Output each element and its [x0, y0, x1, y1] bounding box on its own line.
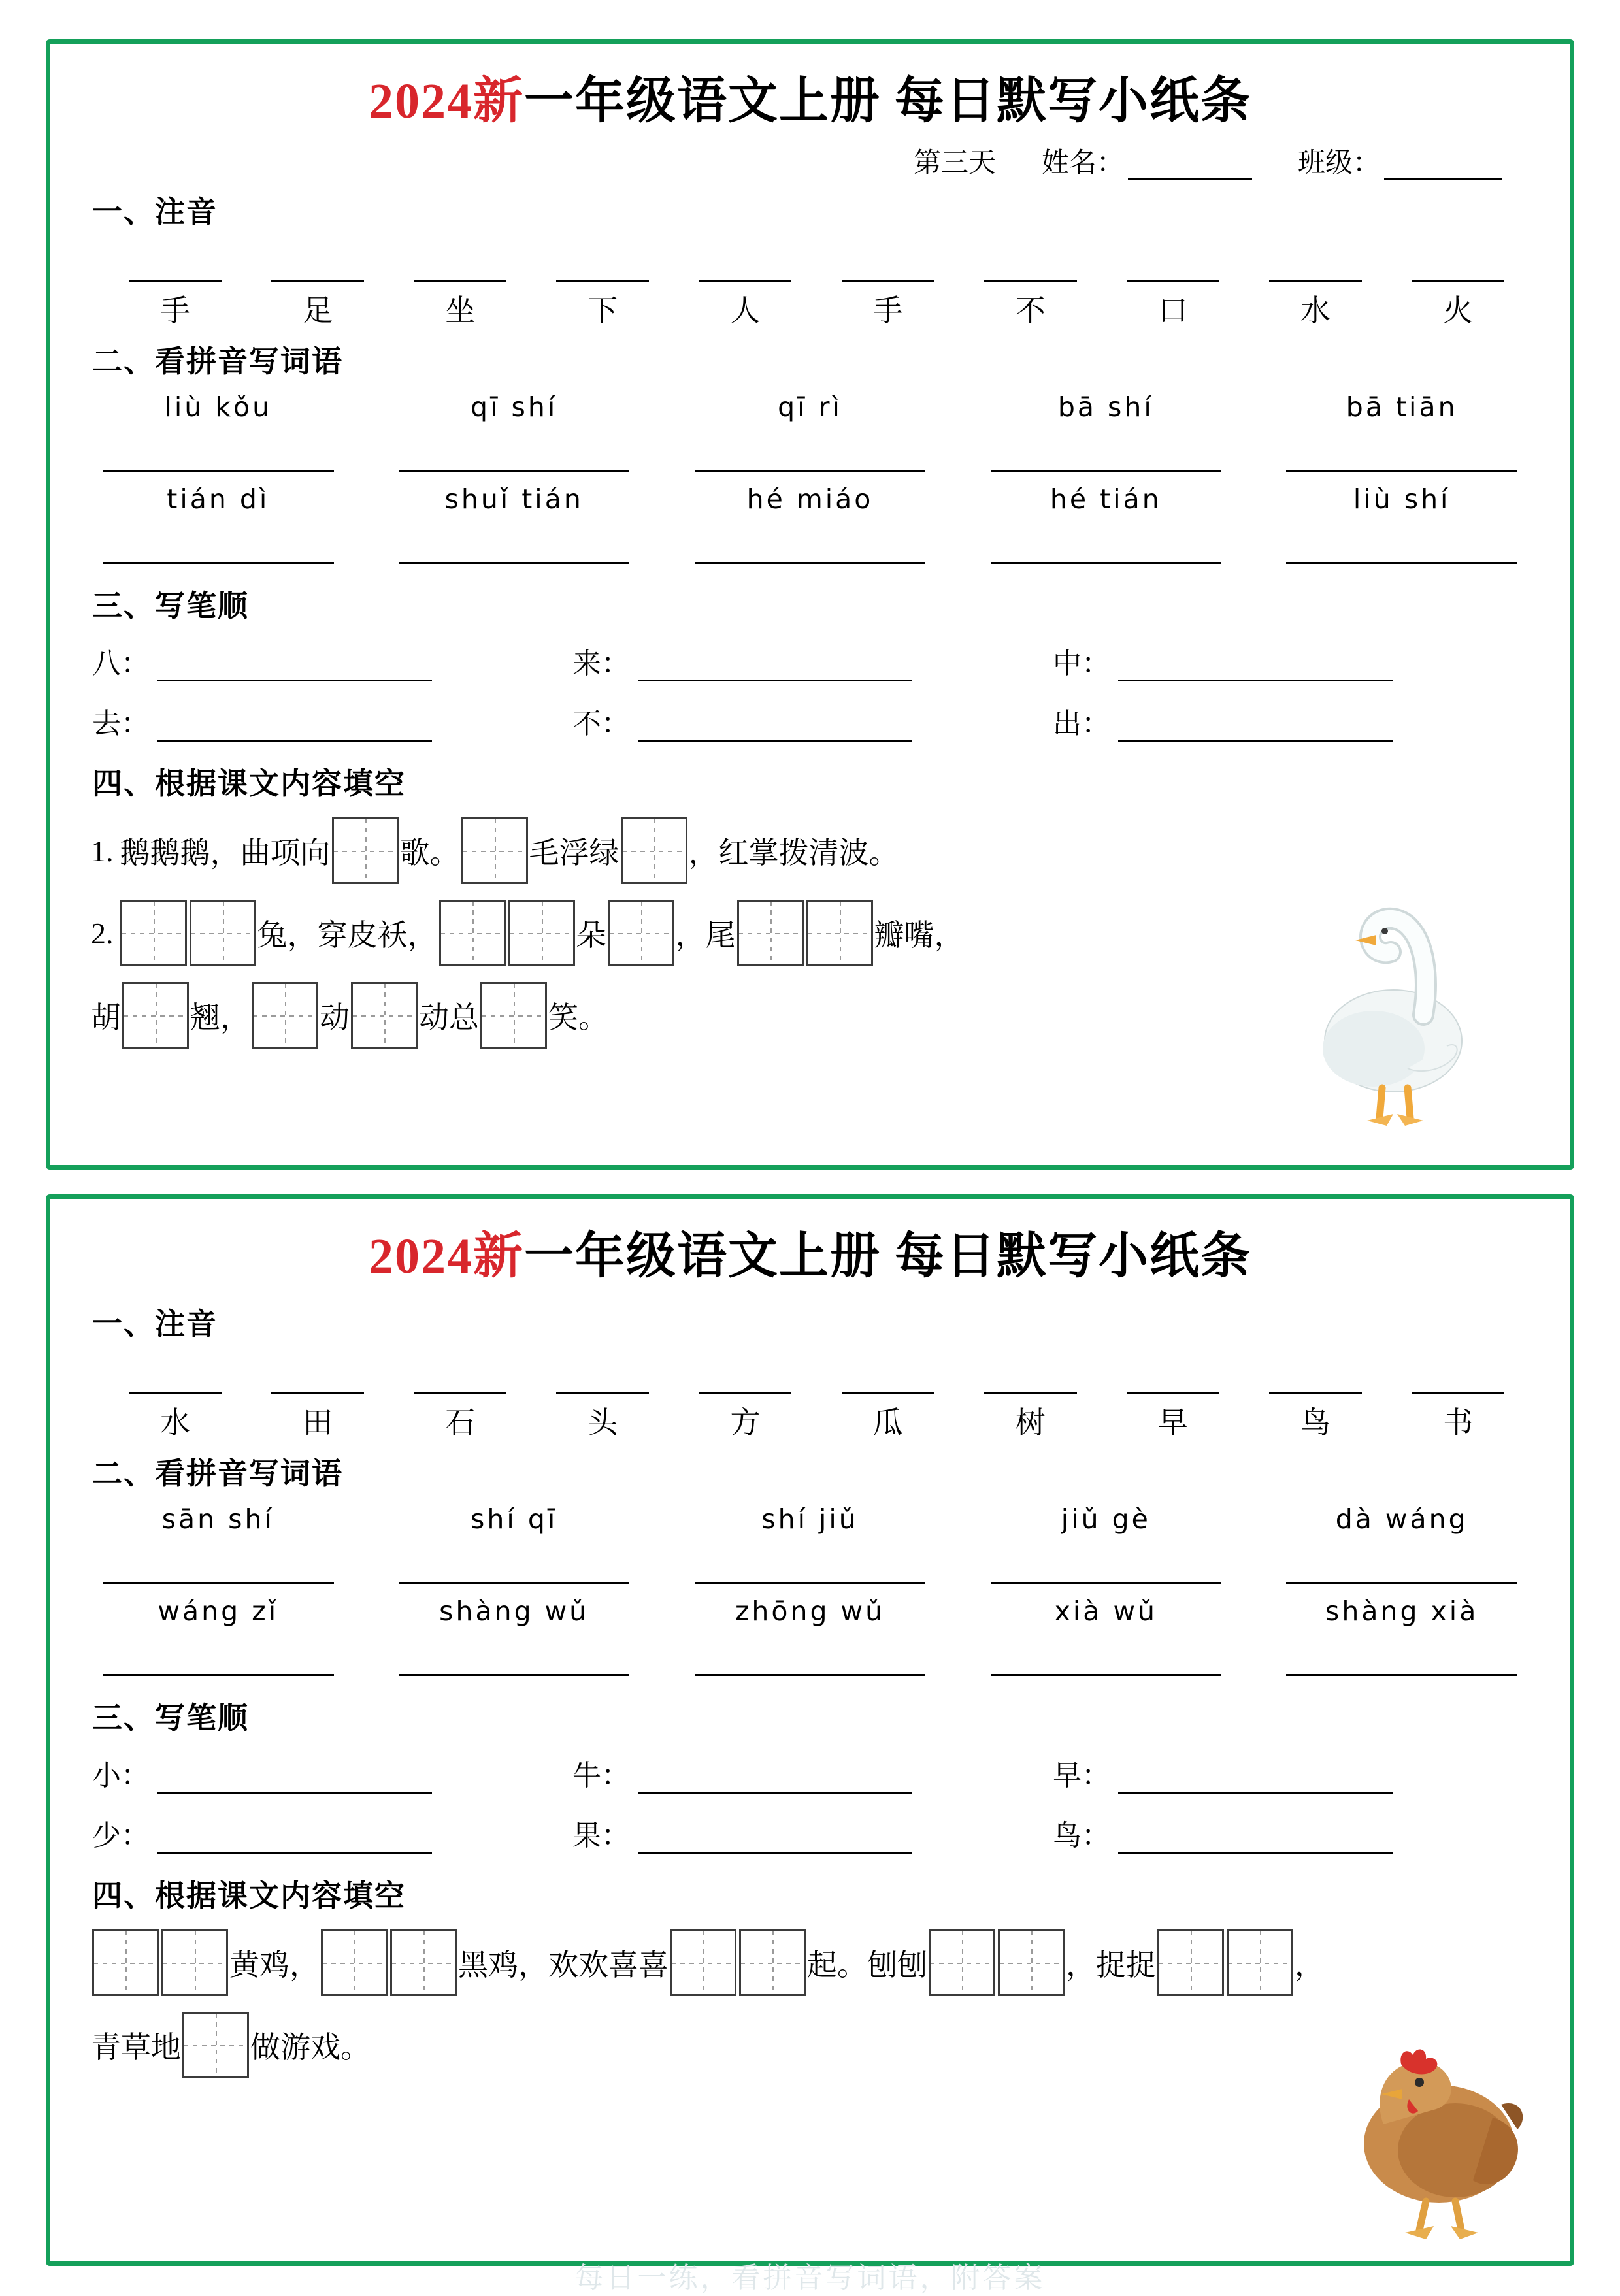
zhuyin-answer-line[interactable] [1269, 251, 1362, 282]
bishun-item[interactable] [92, 700, 572, 742]
pinyin-write-line[interactable] [695, 521, 926, 564]
fill-text: 黑鸡，欢欢喜喜 [458, 1948, 669, 1982]
pinyin-group[interactable] [680, 1503, 940, 1584]
bishun-answer-line[interactable] [638, 655, 912, 681]
fill-text: 鹅鹅鹅，曲项向 [120, 836, 331, 870]
sheet2-fill-block [91, 1927, 1537, 2081]
title-rest: 一年级语文上册 每日默写小纸条 [524, 74, 1251, 129]
zhuyin-char: 早 [1157, 1406, 1188, 1439]
zhuyin-answer-line[interactable] [699, 1363, 791, 1394]
zhuyin-cell[interactable] [1260, 1363, 1371, 1442]
zhuyin-answer-line[interactable] [1127, 1363, 1219, 1394]
tianzige-box[interactable] [929, 1929, 995, 1996]
pinyin-write-line[interactable] [399, 429, 630, 472]
zhuyin-answer-line[interactable] [842, 251, 934, 282]
sheet2-section2-title: 二、看拼音写词语 [92, 1457, 343, 1490]
zhuyin-cell[interactable] [975, 1363, 1086, 1442]
fill-text: 笑。 [548, 1001, 608, 1034]
pinyin-write-line[interactable] [399, 1633, 630, 1676]
title-year: 2024 [369, 1229, 473, 1284]
tianzige-box[interactable] [508, 900, 575, 966]
bishun-item[interactable] [1053, 700, 1533, 742]
zhuyin-char: 石 [445, 1406, 476, 1439]
bishun-answer-line[interactable] [638, 1827, 912, 1854]
zhuyin-answer-line[interactable] [984, 1363, 1077, 1394]
tianzige-box[interactable] [252, 982, 318, 1049]
zhuyin-char: 手 [160, 294, 190, 327]
bishun-char-label: 果： [572, 1820, 630, 1852]
pinyin-text: shàng wǔ [439, 1596, 589, 1627]
zhuyin-char: 树 [1015, 1406, 1046, 1439]
pinyin-group[interactable] [1272, 484, 1532, 564]
zhuyin-char: 水 [1300, 294, 1331, 327]
sheet1-section1-title: 一、注音 [92, 195, 218, 229]
pinyin-group[interactable] [1272, 391, 1532, 472]
zhuyin-char: 手 [872, 294, 903, 327]
zhuyin-cell[interactable] [120, 251, 231, 330]
sheet1-section4-title: 四、根据课文内容填空 [92, 767, 406, 800]
bishun-answer-line[interactable] [638, 1767, 912, 1794]
bishun-answer-line[interactable] [157, 655, 432, 681]
title-rest: 一年级语文上册 每日默写小纸条 [524, 1229, 1251, 1284]
tianzige-box[interactable] [998, 1929, 1065, 1996]
tianzige-box[interactable] [1157, 1929, 1224, 1996]
pinyin-text: bā tiān [1346, 391, 1458, 423]
zhuyin-cell[interactable] [689, 1363, 801, 1442]
zhuyin-cell[interactable] [262, 251, 373, 330]
zhuyin-cell[interactable] [405, 1363, 516, 1442]
pinyin-write-line[interactable] [991, 1633, 1222, 1676]
zhuyin-answer-line[interactable] [842, 1363, 934, 1394]
sheet1-title-row [80, 61, 1540, 132]
pinyin-group[interactable] [384, 1596, 644, 1676]
pinyin-write-line[interactable] [991, 1541, 1222, 1584]
tianzige-box[interactable] [480, 982, 547, 1049]
zhuyin-cell[interactable] [262, 1363, 373, 1442]
pinyin-group[interactable] [976, 1596, 1236, 1676]
title-new: 新 [473, 1229, 524, 1284]
fill-text: 青草地 [91, 2031, 181, 2064]
zhuyin-answer-line[interactable] [556, 251, 649, 282]
tianzige-box[interactable] [161, 1929, 228, 1996]
bishun-line [92, 640, 1533, 681]
tianzige-box[interactable] [739, 1929, 806, 1996]
bishun-item[interactable] [92, 640, 572, 681]
zhuyin-char: 不 [1015, 294, 1046, 327]
pinyin-write-line[interactable] [991, 429, 1222, 472]
pinyin-group[interactable] [680, 484, 940, 564]
pinyin-write-line[interactable] [399, 1541, 630, 1584]
zhuyin-cell[interactable] [833, 1363, 944, 1442]
bishun-item[interactable] [572, 640, 1053, 681]
question-number: 2. [91, 916, 114, 950]
pinyin-group[interactable] [976, 1503, 1236, 1584]
tianzige-box[interactable] [439, 900, 506, 966]
pinyin-write-line[interactable] [991, 521, 1222, 564]
pinyin-text: zhōng wǔ [735, 1596, 885, 1627]
zhuyin-cell[interactable] [547, 251, 658, 330]
bishun-line [92, 700, 1533, 742]
pinyin-row-1 [88, 391, 1532, 472]
pinyin-write-line[interactable] [103, 521, 334, 564]
bishun-line [92, 1812, 1533, 1854]
zhuyin-cell[interactable] [1402, 251, 1513, 330]
pinyin-row-1 [88, 1503, 1532, 1584]
zhuyin-cell[interactable] [120, 1363, 231, 1442]
bishun-char-label: 少： [92, 1820, 150, 1852]
bishun-char-label: 小： [92, 1760, 150, 1792]
zhuyin-cell[interactable] [405, 251, 516, 330]
pinyin-text: shuǐ tián [444, 484, 584, 515]
pinyin-text: sān shí [161, 1503, 274, 1535]
sheet2-zhuyin-row [120, 1363, 1513, 1442]
pinyin-group[interactable] [680, 391, 940, 472]
zhuyin-cell[interactable] [1260, 251, 1371, 330]
goose-icon [1295, 877, 1491, 1139]
zhuyin-answer-line[interactable] [1412, 1363, 1504, 1394]
zhuyin-char: 书 [1442, 1406, 1473, 1439]
sheet1-zhuyin-row [120, 251, 1513, 330]
pinyin-text: liù kǒu [164, 391, 273, 423]
footer-watermark: 每日一练，看拼音写词语，附答案 [574, 2262, 1046, 2294]
zhuyin-cell[interactable] [1117, 251, 1229, 330]
sheet2-section4-title: 四、根据课文内容填空 [92, 1879, 406, 1912]
pinyin-text: qī shí [471, 391, 558, 423]
worksheet-sheet-2 [46, 1194, 1574, 2266]
pinyin-text: xià wǔ [1054, 1596, 1157, 1627]
pinyin-row-2 [88, 1596, 1532, 1676]
tianzige-box[interactable] [670, 1929, 736, 1996]
bishun-item[interactable] [1053, 1812, 1533, 1854]
tianzige-box[interactable] [1227, 1929, 1293, 1996]
pinyin-group[interactable] [976, 484, 1236, 564]
zhuyin-answer-line[interactable] [556, 1363, 649, 1394]
sheet1-bishun-grid [92, 640, 1533, 742]
pinyin-text: liù shí [1353, 484, 1451, 515]
zhuyin-char: 坐 [445, 294, 476, 327]
pinyin-group[interactable] [88, 1503, 348, 1584]
pinyin-write-line[interactable] [1286, 1633, 1517, 1676]
name-blank[interactable] [1128, 152, 1252, 180]
pinyin-group[interactable] [1272, 1503, 1532, 1584]
sheet1-pinyin-block [88, 391, 1532, 564]
pinyin-write-line[interactable] [695, 1541, 926, 1584]
zhuyin-answer-line[interactable] [271, 1363, 364, 1394]
pinyin-text: hé tián [1050, 484, 1162, 515]
zhuyin-answer-line[interactable] [129, 251, 222, 282]
tianzige-box[interactable] [390, 1929, 457, 1996]
pinyin-text: shí qī [471, 1503, 558, 1535]
pinyin-write-line[interactable] [103, 1633, 334, 1676]
worksheet-sheet-1 [46, 39, 1574, 1170]
fill-text: 胡 [91, 1001, 121, 1034]
pinyin-text: bā shí [1057, 391, 1154, 423]
pinyin-write-line[interactable] [695, 429, 926, 472]
tianzige-box[interactable] [351, 982, 418, 1049]
title-new: 新 [473, 74, 524, 129]
bishun-line [92, 1752, 1533, 1794]
bishun-char-label: 去： [92, 708, 150, 740]
bishun-item[interactable] [1053, 1752, 1533, 1794]
tianzige-box[interactable] [92, 1929, 159, 1996]
tianzige-box[interactable] [120, 900, 187, 966]
pinyin-row-2 [88, 484, 1532, 564]
bishun-char-label: 中： [1053, 648, 1110, 680]
bishun-char-label: 八： [92, 648, 150, 680]
zhuyin-answer-line[interactable] [699, 251, 791, 282]
bishun-char-label: 来： [572, 648, 630, 680]
zhuyin-cell[interactable] [833, 251, 944, 330]
bishun-char-label: 牛： [572, 1760, 630, 1792]
bishun-item[interactable] [572, 1812, 1053, 1854]
fill-text: 朵 [576, 919, 606, 952]
question-number: 1. [91, 834, 114, 868]
pinyin-group[interactable] [1272, 1596, 1532, 1676]
fill-line-2 [91, 2009, 1537, 2081]
zhuyin-cell[interactable] [975, 251, 1086, 330]
zhuyin-answer-line[interactable] [129, 1363, 222, 1394]
pinyin-write-line[interactable] [103, 1541, 334, 1584]
zhuyin-answer-line[interactable] [414, 251, 506, 282]
day-label: 第三天 [913, 148, 996, 178]
sheet1-meta-row [80, 141, 1540, 180]
pinyin-text: dà wáng [1335, 1503, 1468, 1535]
zhuyin-char: 人 [730, 294, 761, 327]
pinyin-write-line[interactable] [399, 521, 630, 564]
class-label: 班级： [1297, 148, 1380, 178]
name-label: 姓名： [1041, 148, 1124, 178]
zhuyin-char: 田 [303, 1406, 333, 1439]
pinyin-write-line[interactable] [1286, 521, 1517, 564]
title-year: 2024 [369, 74, 473, 129]
bishun-item[interactable] [1053, 640, 1533, 681]
fill-text: ，捉捉 [1066, 1948, 1156, 1982]
fill-line-1 [91, 815, 1537, 887]
pinyin-write-line[interactable] [695, 1633, 926, 1676]
fill-line-1 [91, 1927, 1537, 1999]
zhuyin-char: 火 [1442, 294, 1473, 327]
fill-text: ，红掌拨清波。 [688, 836, 899, 870]
bishun-char-label: 不： [572, 708, 630, 740]
pinyin-group[interactable] [384, 1503, 644, 1584]
zhuyin-answer-line[interactable] [414, 1363, 506, 1394]
tianzige-box[interactable] [461, 817, 528, 884]
zhuyin-char: 足 [303, 294, 333, 327]
pinyin-group[interactable] [680, 1596, 940, 1676]
pinyin-text: qī rì [778, 391, 842, 423]
pinyin-write-line[interactable] [1286, 429, 1517, 472]
tianzige-box[interactable] [737, 900, 804, 966]
sheet2-pinyin-block [88, 1503, 1532, 1676]
bishun-item[interactable] [92, 1752, 572, 1794]
bishun-char-label: 出： [1053, 708, 1110, 740]
zhuyin-answer-line[interactable] [984, 251, 1077, 282]
bishun-item[interactable] [92, 1812, 572, 1854]
bishun-answer-line[interactable] [1118, 1827, 1393, 1854]
tianzige-box[interactable] [190, 900, 256, 966]
zhuyin-cell[interactable] [1117, 1363, 1229, 1442]
zhuyin-answer-line[interactable] [271, 251, 364, 282]
zhuyin-char: 下 [587, 294, 618, 327]
fill-text: 动 [320, 1001, 350, 1034]
sheet2-bishun-grid [92, 1752, 1533, 1854]
fill-text: 做游戏。 [250, 2031, 371, 2064]
zhuyin-answer-line[interactable] [1412, 251, 1504, 282]
fill-text: 兔，穿皮袄， [257, 919, 438, 952]
zhuyin-char: 口 [1157, 294, 1188, 327]
bishun-answer-line[interactable] [1118, 715, 1393, 742]
bishun-item[interactable] [572, 700, 1053, 742]
pinyin-text: jiǔ gè [1061, 1503, 1151, 1535]
zhuyin-char: 鸟 [1300, 1406, 1331, 1439]
sheet2-title-row [80, 1216, 1540, 1287]
pinyin-text: wáng zǐ [157, 1596, 279, 1627]
sheet1-section3-title: 三、写笔顺 [92, 589, 249, 623]
zhuyin-cell[interactable] [547, 1363, 658, 1442]
bishun-answer-line[interactable] [1118, 1767, 1393, 1794]
tianzige-box[interactable] [122, 982, 189, 1049]
sheet2-section3-title: 三、写笔顺 [92, 1701, 249, 1735]
pinyin-group[interactable] [384, 484, 644, 564]
sheet1-title [369, 61, 1251, 132]
zhuyin-answer-line[interactable] [1269, 1363, 1362, 1394]
fill-text: 翘， [190, 1001, 250, 1034]
fill-text: ，尾 [675, 919, 736, 952]
pinyin-group[interactable] [976, 391, 1236, 472]
class-blank[interactable] [1384, 152, 1502, 180]
zhuyin-char: 瓜 [872, 1406, 903, 1439]
tianzige-box[interactable] [608, 900, 674, 966]
zhuyin-cell[interactable] [689, 251, 801, 330]
pinyin-group[interactable] [88, 391, 348, 472]
zhuyin-char: 水 [160, 1406, 190, 1439]
pinyin-write-line[interactable] [1286, 1541, 1517, 1584]
bishun-char-label: 鸟： [1053, 1820, 1110, 1852]
zhuyin-char: 头 [587, 1406, 618, 1439]
fill-text: 黄鸡， [229, 1948, 320, 1982]
pinyin-text: hé miáo [746, 484, 874, 515]
sheet2-title [369, 1216, 1251, 1287]
tianzige-box[interactable] [621, 817, 687, 884]
fill-text: 毛浮绿 [529, 836, 620, 870]
tianzige-box[interactable] [332, 817, 399, 884]
pinyin-text: tián dì [167, 484, 270, 515]
zhuyin-char: 方 [730, 1406, 761, 1439]
zhuyin-cell[interactable] [1402, 1363, 1513, 1442]
pinyin-group[interactable] [88, 484, 348, 564]
bishun-item[interactable] [572, 1752, 1053, 1794]
tianzige-box[interactable] [321, 1929, 388, 1996]
bishun-answer-line[interactable] [157, 1767, 432, 1794]
bishun-char-label: 早： [1053, 1760, 1110, 1792]
bishun-answer-line[interactable] [638, 715, 912, 742]
chicken-icon [1321, 2026, 1544, 2242]
pinyin-text: shí jiǔ [761, 1503, 859, 1535]
fill-text: 歌。 [399, 836, 460, 870]
fill-text: 动总 [419, 1001, 479, 1034]
pinyin-group[interactable] [384, 391, 644, 472]
sheet1-section2-title: 二、看拼音写词语 [92, 345, 343, 378]
bishun-answer-line[interactable] [157, 1827, 432, 1854]
tianzige-box[interactable] [806, 900, 873, 966]
pinyin-write-line[interactable] [103, 429, 334, 472]
fill-text: 起。刨刨 [807, 1948, 927, 1982]
bishun-answer-line[interactable] [157, 715, 432, 742]
class-field[interactable] [1298, 141, 1502, 180]
pinyin-text: shàng xià [1325, 1596, 1479, 1627]
fill-text: 瓣嘴， [874, 919, 965, 952]
name-field[interactable] [1042, 141, 1252, 180]
pinyin-group[interactable] [88, 1596, 348, 1676]
sheet2-section1-title: 一、注音 [92, 1307, 218, 1341]
zhuyin-answer-line[interactable] [1127, 251, 1219, 282]
fill-text: ， [1295, 1948, 1325, 1982]
tianzige-box[interactable] [182, 2012, 249, 2078]
bishun-answer-line[interactable] [1118, 655, 1393, 681]
